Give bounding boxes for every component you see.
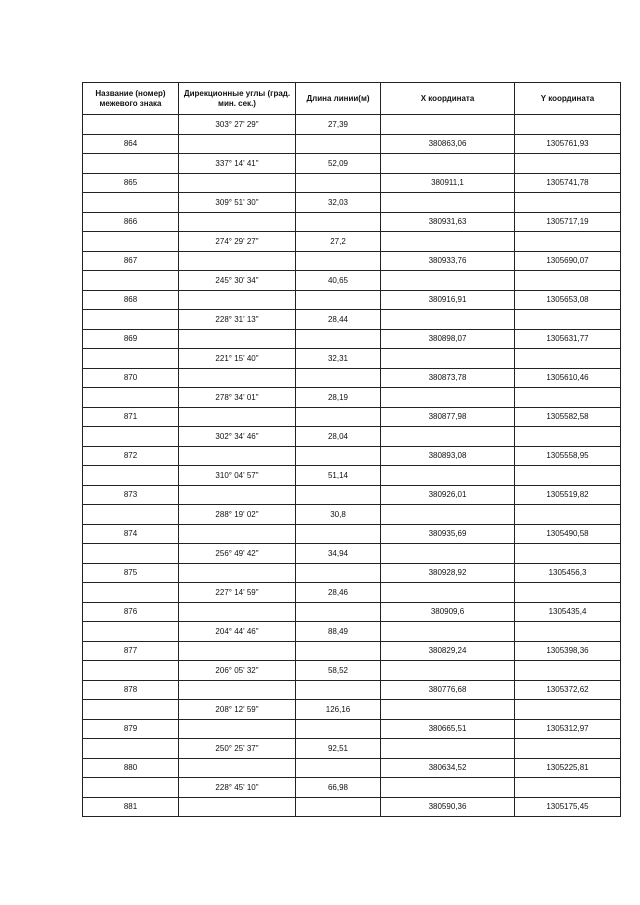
angle-cell: [179, 329, 296, 349]
length-cell: 32,31: [296, 349, 381, 369]
table-body: [83, 115, 621, 817]
x-cell: [381, 778, 515, 798]
y-cell: [515, 622, 621, 642]
y-cell: [515, 154, 621, 174]
length-cell: 52,09: [296, 154, 381, 174]
name-cell: [83, 544, 179, 564]
segment-row: [83, 388, 621, 408]
name-cell: [83, 193, 179, 213]
point-row: [83, 485, 621, 505]
point-row: [83, 524, 621, 544]
x-cell: 380916,91: [381, 290, 515, 310]
x-cell: 380590,36: [381, 797, 515, 817]
angle-cell: [179, 446, 296, 466]
segment-row: [83, 349, 621, 369]
angle-cell: 228° 31' 13": [179, 310, 296, 330]
x-cell: [381, 739, 515, 759]
name-cell: [83, 310, 179, 330]
length-cell: [296, 173, 381, 193]
name-cell: 875: [83, 563, 179, 583]
x-cell: [381, 700, 515, 720]
point-row: [83, 680, 621, 700]
angle-cell: [179, 485, 296, 505]
name-cell: 880: [83, 758, 179, 778]
angle-cell: [179, 212, 296, 232]
segment-row: [83, 661, 621, 681]
y-cell: 1305519,82: [515, 485, 621, 505]
x-cell: 380863,06: [381, 134, 515, 154]
angle-cell: 221° 15' 40": [179, 349, 296, 369]
y-cell: [515, 232, 621, 252]
angle-cell: 228° 45' 10": [179, 778, 296, 798]
header-angle: Дирекционные углы (град. мин. сек.): [179, 83, 296, 115]
angle-cell: 245° 30' 34": [179, 271, 296, 291]
x-cell: 380634,52: [381, 758, 515, 778]
length-cell: [296, 134, 381, 154]
length-cell: [296, 602, 381, 622]
length-cell: 88,49: [296, 622, 381, 642]
y-cell: 1305741,78: [515, 173, 621, 193]
name-cell: 869: [83, 329, 179, 349]
point-row: [83, 563, 621, 583]
angle-cell: 204° 44' 46": [179, 622, 296, 642]
segment-row: [83, 544, 621, 564]
segment-row: [83, 193, 621, 213]
x-cell: [381, 466, 515, 486]
angle-cell: 227° 14' 59": [179, 583, 296, 603]
length-cell: 51,14: [296, 466, 381, 486]
y-cell: 1305558,95: [515, 446, 621, 466]
x-cell: [381, 232, 515, 252]
length-cell: 40,65: [296, 271, 381, 291]
name-cell: [83, 388, 179, 408]
x-cell: 380776,68: [381, 680, 515, 700]
point-row: [83, 212, 621, 232]
header-length: Длина линии(м): [296, 83, 381, 115]
x-cell: [381, 505, 515, 525]
name-cell: [83, 271, 179, 291]
y-cell: [515, 427, 621, 447]
name-cell: 868: [83, 290, 179, 310]
y-cell: [515, 739, 621, 759]
length-cell: 92,51: [296, 739, 381, 759]
length-cell: [296, 368, 381, 388]
name-cell: [83, 232, 179, 252]
angle-cell: 256° 49' 42": [179, 544, 296, 564]
length-cell: [296, 212, 381, 232]
point-row: [83, 407, 621, 427]
length-cell: 66,98: [296, 778, 381, 798]
point-row: [83, 758, 621, 778]
angle-cell: [179, 251, 296, 271]
y-cell: [515, 349, 621, 369]
angle-cell: 274° 29' 27": [179, 232, 296, 252]
name-cell: 867: [83, 251, 179, 271]
point-row: [83, 251, 621, 271]
length-cell: [296, 758, 381, 778]
segment-row: [83, 583, 621, 603]
x-cell: [381, 583, 515, 603]
y-cell: 1305435,4: [515, 602, 621, 622]
segment-row: [83, 466, 621, 486]
length-cell: 126,16: [296, 700, 381, 720]
name-cell: 876: [83, 602, 179, 622]
length-cell: 28,04: [296, 427, 381, 447]
y-cell: 1305398,36: [515, 641, 621, 661]
y-cell: 1305653,08: [515, 290, 621, 310]
length-cell: [296, 719, 381, 739]
segment-row: [83, 271, 621, 291]
y-cell: [515, 271, 621, 291]
name-cell: 865: [83, 173, 179, 193]
header-name: Название (номер) межевого знака: [83, 83, 179, 115]
x-cell: [381, 544, 515, 564]
y-cell: 1305490,58: [515, 524, 621, 544]
name-cell: [83, 583, 179, 603]
name-cell: [83, 661, 179, 681]
x-cell: 380909,6: [381, 602, 515, 622]
x-cell: [381, 622, 515, 642]
length-cell: 30,8: [296, 505, 381, 525]
point-row: [83, 134, 621, 154]
segment-row: [83, 622, 621, 642]
segment-row: [83, 154, 621, 174]
name-cell: [83, 154, 179, 174]
name-cell: [83, 622, 179, 642]
y-cell: 1305372,62: [515, 680, 621, 700]
name-cell: [83, 466, 179, 486]
x-cell: 380873,78: [381, 368, 515, 388]
x-cell: [381, 271, 515, 291]
y-cell: [515, 661, 621, 681]
x-cell: 380911,1: [381, 173, 515, 193]
name-cell: [83, 739, 179, 759]
y-cell: 1305456,3: [515, 563, 621, 583]
angle-cell: [179, 407, 296, 427]
y-cell: [515, 115, 621, 135]
length-cell: 28,44: [296, 310, 381, 330]
x-cell: 380877,98: [381, 407, 515, 427]
length-cell: 32,03: [296, 193, 381, 213]
angle-cell: 303° 27' 29": [179, 115, 296, 135]
x-cell: [381, 154, 515, 174]
length-cell: 34,94: [296, 544, 381, 564]
length-cell: [296, 563, 381, 583]
y-cell: 1305610,46: [515, 368, 621, 388]
name-cell: [83, 505, 179, 525]
name-cell: 881: [83, 797, 179, 817]
name-cell: [83, 115, 179, 135]
angle-cell: [179, 758, 296, 778]
length-cell: [296, 524, 381, 544]
x-cell: 380898,07: [381, 329, 515, 349]
x-cell: [381, 193, 515, 213]
x-cell: 380829,24: [381, 641, 515, 661]
length-cell: [296, 329, 381, 349]
y-cell: 1305717,19: [515, 212, 621, 232]
x-cell: [381, 115, 515, 135]
point-row: [83, 446, 621, 466]
angle-cell: 310° 04' 57": [179, 466, 296, 486]
angle-cell: 309° 51' 30": [179, 193, 296, 213]
length-cell: [296, 290, 381, 310]
header-x: Х координата: [381, 83, 515, 115]
angle-cell: [179, 290, 296, 310]
length-cell: [296, 680, 381, 700]
coordinates-table: [82, 82, 621, 817]
x-cell: 380928,92: [381, 563, 515, 583]
segment-row: [83, 505, 621, 525]
name-cell: 872: [83, 446, 179, 466]
y-cell: [515, 310, 621, 330]
angle-cell: [179, 368, 296, 388]
name-cell: [83, 349, 179, 369]
name-cell: [83, 427, 179, 447]
y-cell: [515, 505, 621, 525]
point-row: [83, 173, 621, 193]
name-cell: 864: [83, 134, 179, 154]
y-cell: 1305761,93: [515, 134, 621, 154]
length-cell: [296, 641, 381, 661]
name-cell: 870: [83, 368, 179, 388]
name-cell: 878: [83, 680, 179, 700]
length-cell: 27,39: [296, 115, 381, 135]
segment-row: [83, 778, 621, 798]
length-cell: [296, 407, 381, 427]
y-cell: [515, 778, 621, 798]
angle-cell: 288° 19' 02": [179, 505, 296, 525]
point-row: [83, 602, 621, 622]
length-cell: [296, 251, 381, 271]
x-cell: [381, 310, 515, 330]
segment-row: [83, 115, 621, 135]
angle-cell: 206° 05' 32": [179, 661, 296, 681]
point-row: [83, 797, 621, 817]
segment-row: [83, 427, 621, 447]
point-row: [83, 641, 621, 661]
y-cell: [515, 388, 621, 408]
y-cell: [515, 193, 621, 213]
angle-cell: [179, 134, 296, 154]
segment-row: [83, 232, 621, 252]
header-y: Y координата: [515, 83, 621, 115]
segment-row: [83, 310, 621, 330]
length-cell: 58,52: [296, 661, 381, 681]
y-cell: 1305631,77: [515, 329, 621, 349]
name-cell: 874: [83, 524, 179, 544]
length-cell: 28,46: [296, 583, 381, 603]
angle-cell: [179, 641, 296, 661]
angle-cell: [179, 680, 296, 700]
y-cell: 1305690,07: [515, 251, 621, 271]
angle-cell: [179, 563, 296, 583]
point-row: [83, 290, 621, 310]
angle-cell: [179, 524, 296, 544]
angle-cell: 337° 14' 41": [179, 154, 296, 174]
header-row: [83, 83, 621, 115]
x-cell: 380665,51: [381, 719, 515, 739]
y-cell: [515, 700, 621, 720]
length-cell: [296, 485, 381, 505]
name-cell: 871: [83, 407, 179, 427]
angle-cell: 302° 34' 46": [179, 427, 296, 447]
angle-cell: [179, 602, 296, 622]
angle-cell: 250° 25' 37": [179, 739, 296, 759]
y-cell: 1305225,81: [515, 758, 621, 778]
y-cell: 1305312,97: [515, 719, 621, 739]
x-cell: [381, 349, 515, 369]
angle-cell: [179, 173, 296, 193]
name-cell: 866: [83, 212, 179, 232]
angle-cell: 208° 12' 59": [179, 700, 296, 720]
length-cell: 28,19: [296, 388, 381, 408]
name-cell: [83, 700, 179, 720]
x-cell: [381, 427, 515, 447]
angle-cell: 278° 34' 01": [179, 388, 296, 408]
point-row: [83, 368, 621, 388]
segment-row: [83, 700, 621, 720]
point-row: [83, 719, 621, 739]
angle-cell: [179, 719, 296, 739]
length-cell: [296, 446, 381, 466]
y-cell: 1305175,45: [515, 797, 621, 817]
y-cell: [515, 544, 621, 564]
x-cell: 380893,08: [381, 446, 515, 466]
length-cell: [296, 797, 381, 817]
x-cell: [381, 388, 515, 408]
point-row: [83, 329, 621, 349]
y-cell: [515, 583, 621, 603]
x-cell: 380931,63: [381, 212, 515, 232]
name-cell: [83, 778, 179, 798]
x-cell: 380933,76: [381, 251, 515, 271]
x-cell: [381, 661, 515, 681]
name-cell: 879: [83, 719, 179, 739]
angle-cell: [179, 797, 296, 817]
x-cell: 380926,01: [381, 485, 515, 505]
name-cell: 877: [83, 641, 179, 661]
name-cell: 873: [83, 485, 179, 505]
length-cell: 27,2: [296, 232, 381, 252]
x-cell: 380935,69: [381, 524, 515, 544]
y-cell: 1305582,58: [515, 407, 621, 427]
segment-row: [83, 739, 621, 759]
y-cell: [515, 466, 621, 486]
